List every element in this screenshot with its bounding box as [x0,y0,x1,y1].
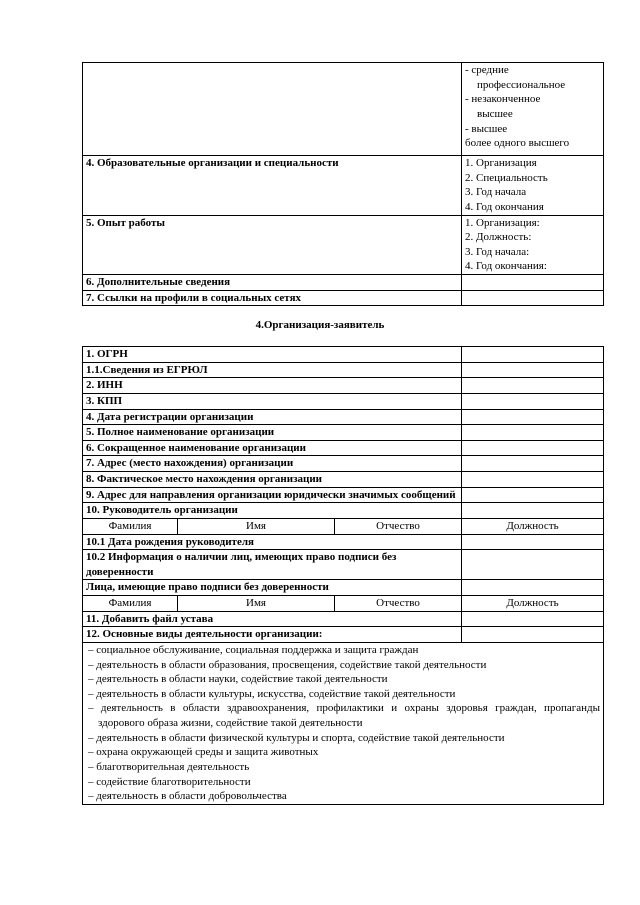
field-value[interactable] [462,550,604,580]
field-label: 3. КПП [83,393,462,409]
field-value[interactable] [462,580,604,596]
field-value[interactable] [462,393,604,409]
option-text: более одного высшего [465,137,570,150]
applicant-info-table [82,62,604,306]
name-header-row [83,596,604,612]
field-value[interactable] [462,409,604,425]
activity-item[interactable]: – деятельность в области культуры, искусства, содействие такой деятельности [88,687,456,700]
field-value[interactable] [462,362,604,378]
option-text: - незаконченное [465,93,541,106]
table-row [83,503,604,519]
field-value[interactable] [462,627,604,643]
field-value[interactable] [462,378,604,394]
activity-item[interactable]: – содействие благотворительности [88,775,251,788]
option-text: - средние [465,64,509,76]
field-label: 1. ОГРН [83,347,462,363]
field-label: 8. Фактическое место нахождения организации [83,472,462,488]
activity-item[interactable]: – деятельность в области физической культуры и спорта, содействие такой деятельности [88,731,505,744]
table-row [83,275,604,291]
list-item: 3. Год начала [465,186,527,199]
table-row [83,425,604,441]
field-label: 4. Дата регистрации организации [83,409,462,425]
activity-item[interactable]: – деятельность в области добровольчества [88,790,287,803]
activity-item[interactable]: – деятельность в области здравоохранения, профилактики и охраны здоровья граждан, пропаганды здорового образа жизни, содействие такой деятельности [88,702,600,729]
field-value[interactable] [462,425,604,441]
field-label: 10.1 Дата рождения руководителя [83,534,462,550]
field-value[interactable] [462,456,604,472]
field-value[interactable] [462,503,604,519]
activity-item[interactable]: – социальное обслуживание, социальная поддержка и защита граждан [88,643,419,656]
upload-field[interactable] [462,611,604,627]
empty-cell [83,63,462,156]
field-value[interactable] [462,347,604,363]
table-row [83,362,604,378]
list-item: 2. Специальность [465,171,548,184]
option-text: профессиональное [477,78,566,91]
field-label: 7. Ссылки на профили в социальных сетях [83,290,462,306]
field-label: 10.2 Информация о наличии лиц, имеющих право подписи без доверенности [83,550,462,580]
activity-item[interactable]: – охрана окружающей среды и защита животных [88,746,319,759]
column-header: Должность [462,518,604,534]
field-value[interactable] [462,440,604,456]
field-value[interactable] [462,487,604,503]
field-label: 12. Основные виды деятельности организации: [83,627,462,643]
option-text: высшее [477,107,513,120]
table-row [83,627,604,643]
field-value[interactable] [462,534,604,550]
column-header: Отчество [335,518,462,534]
name-header-row [83,518,604,534]
list-item: 4. Год окончания: [465,260,547,273]
activity-item[interactable]: – деятельность в области образования, просвещения, содействие такой деятельности [88,658,487,671]
list-item: 1. Организация: [465,216,540,229]
field-label: 1.1.Сведения из ЕГРЮЛ [83,362,462,378]
table-row [83,409,604,425]
field-label: 9. Адрес для направления организации юридически значимых сообщений [83,487,462,503]
field-value[interactable] [462,472,604,488]
table-row [83,63,604,156]
field-label: 2. ИНН [83,378,462,394]
activities-list [83,642,604,804]
option-text: - высшее [465,122,508,135]
table-row [83,487,604,503]
field-label: 6. Сокращенное наименование организации [83,440,462,456]
column-header: Отчество [335,596,462,612]
field-label: 6. Дополнительные сведения [83,275,462,291]
table-row [83,290,604,306]
column-header: Имя [178,596,335,612]
field-label: 10. Руководитель организации [83,503,462,519]
table-row [83,611,604,627]
table-row [83,156,604,216]
field-label: 5. Полное наименование организации [83,425,462,441]
field-value[interactable] [462,290,604,306]
list-item: 1. Организация [465,157,537,169]
table-row [83,347,604,363]
column-header: Должность [462,596,604,612]
field-label: Лица, имеющие право подписи без доверенности [83,580,462,596]
column-header: Фамилия [83,596,178,612]
list-item: 2. Должность: [465,231,532,244]
column-header: Фамилия [83,518,178,534]
table-row [83,215,604,275]
activity-item[interactable]: – благотворительная деятельность [88,760,250,773]
list-item: 4. Год окончания [465,200,544,213]
table-row [83,534,604,550]
field-label: 11. Добавить файл устава [83,611,462,627]
table-row [83,440,604,456]
activities-row [83,642,604,804]
table-row [83,378,604,394]
table-row [83,472,604,488]
education-items [462,156,604,216]
table-row [83,393,604,409]
column-header: Имя [178,518,335,534]
table-row [83,580,604,596]
list-item: 3. Год начала: [465,245,530,258]
field-label: 7. Адрес (место нахождения) организации [83,456,462,472]
section-title: 4.Организация-заявитель [255,319,385,331]
table-row [83,456,604,472]
field-value[interactable] [462,275,604,291]
work-items [462,215,604,275]
table-row [83,550,604,580]
activity-item[interactable]: – деятельность в области науки, содействие такой деятельности [88,673,388,686]
organization-table [82,346,604,805]
field-label: 4. Образовательные организации и специальности [83,156,462,216]
field-label: 5. Опыт работы [83,215,462,275]
education-level-options [462,63,604,156]
